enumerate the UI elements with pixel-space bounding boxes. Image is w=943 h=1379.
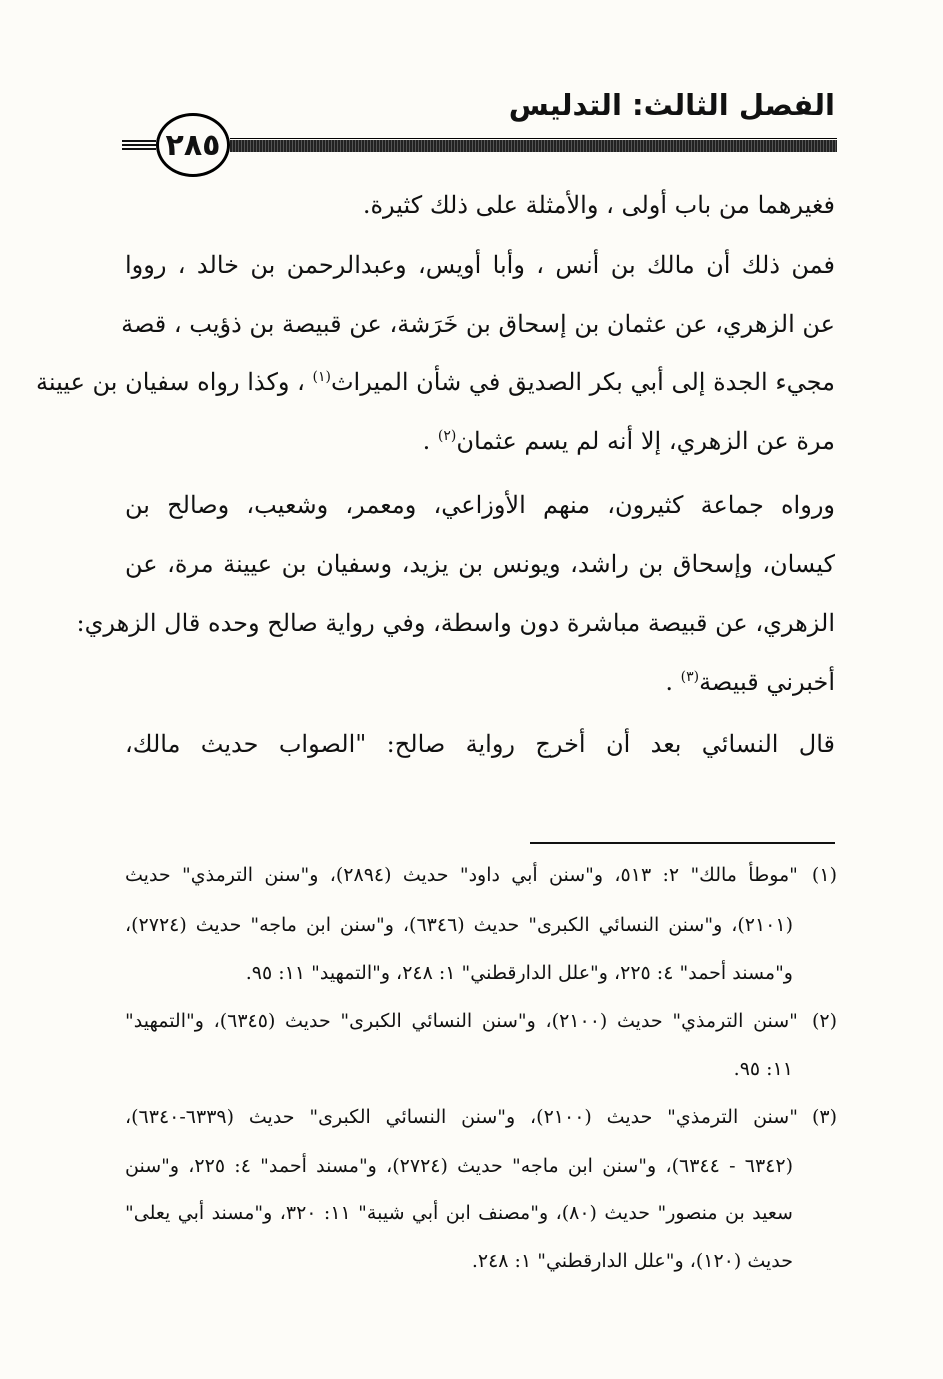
body-line-5	[423, 426, 835, 456]
body-line-2: فمن ذلك أن مالك بن أنس ، وأبا أويس، وعبدالرحمن بن خالد ، رووا	[125, 251, 835, 279]
body-line-9-text: أخبرني قبيصة	[699, 668, 835, 696]
body-line-3: عن الزهري، عن عثمان بن إسحاق بن خَرَشة، عن قبيصة بن ذؤيب ، قصة	[121, 310, 835, 338]
body-line-8: الزهري، عن قبيصة مباشرة دون واسطة، وفي رواية صالح وحده قال الزهري:	[76, 609, 835, 637]
footnote-1-line-3: و"مسند أحمد" ٤: ٢٢٥، و"علل الدارقطني" ١: ٢٤٨، و"التمهيد" ١١: ٩٥.	[245, 962, 793, 984]
body-line-5-text: مرة عن الزهري، إلا أنه لم يسم عثمان	[456, 427, 835, 455]
body-line-6: ورواه جماعة كثيرون، منهم الأوزاعي، ومعمر، وشعيب، وصالح بن	[125, 491, 835, 519]
footnote-2-text: "سنن الترمذي" حديث (٢١٠٠)، و"سنن النسائي الكبرى" حديث (٦٣٤٥)، و"التمهيد"	[125, 1010, 798, 1032]
header-rule	[230, 140, 837, 152]
footnote-3-number: (٣)	[811, 1106, 837, 1128]
footnote-3-line-1	[125, 1104, 837, 1130]
footnote-ref-1[interactable]: (١)	[312, 369, 331, 385]
body-line-5-period: .	[422, 427, 438, 455]
footnote-ref-3[interactable]: (٣)	[680, 669, 700, 685]
footnote-3-line-2: (٦٣٤٢ - ٦٣٤٤)، و"سنن ابن ماجه" حديث (٢٧٢٤)، و"مسند أحمد" ٤: ٢٢٥، و"سنن	[125, 1155, 793, 1177]
header-rule-thin	[230, 138, 837, 139]
footnote-1-text: "موطأ مالك" ٢: ٥١٣، و"سنن أبي داود" حديث (٢٨٩٤)، و"سنن الترمذي" حديث	[125, 864, 798, 886]
body-line-9	[665, 667, 835, 697]
footnote-2-line-2: ١١: ٩٥.	[733, 1058, 793, 1080]
footnote-separator	[530, 842, 835, 844]
footnote-3-text: "سنن الترمذي" حديث (٢١٠٠)، و"سنن النسائي الكبرى" حديث (٦٣٣٩-٦٣٤٠)،	[125, 1106, 798, 1128]
body-line-4	[35, 367, 835, 397]
body-line-7: كيسان، وإسحاق بن راشد، ويونس بن يزيد، وسفيان بن عيينة مرة، عن	[125, 550, 835, 578]
body-line-9-period: .	[665, 668, 681, 696]
body-line-1: فغيرهما من باب أولى ، والأمثلة على ذلك كثيرة.	[362, 191, 835, 219]
header-rule-ornament	[122, 140, 156, 152]
footnote-3-line-4: حديث (١٢٠)، و"علل الدارقطني" ١: ٢٤٨.	[471, 1250, 793, 1272]
page-number: ٢٨٥	[156, 113, 230, 177]
footnote-1-line-1	[125, 862, 837, 888]
footnote-1-number: (١)	[811, 864, 837, 886]
footnote-1-line-2: (٢١٠١)، و"سنن النسائي الكبرى" حديث (٦٣٤٦)، و"سنن ابن ماجه" حديث (٢٧٢٤)،	[125, 914, 793, 936]
body-line-4-text: مجيء الجدة إلى أبي بكر الصديق في شأن الميراث	[330, 368, 835, 396]
body-line-10: قال النسائي بعد أن أخرج رواية صالح: "الصواب حديث مالك،	[125, 730, 836, 758]
page-header	[0, 0, 943, 175]
footnote-ref-2[interactable]: (٢)	[437, 428, 457, 444]
chapter-title: الفصل الثالث: التدليس	[508, 88, 835, 122]
footnote-2-number: (٢)	[811, 1010, 837, 1032]
body-line-4-tail: ، وكذا رواه سفيان بن عيينة	[35, 368, 313, 396]
footnote-3-line-3: سعيد بن منصور" حديث (٨٠)، و"مصنف ابن أبي شيبة" ١١: ٣٢٠، و"مسند أبي يعلى"	[125, 1202, 793, 1224]
footnote-2-line-1	[125, 1008, 837, 1034]
